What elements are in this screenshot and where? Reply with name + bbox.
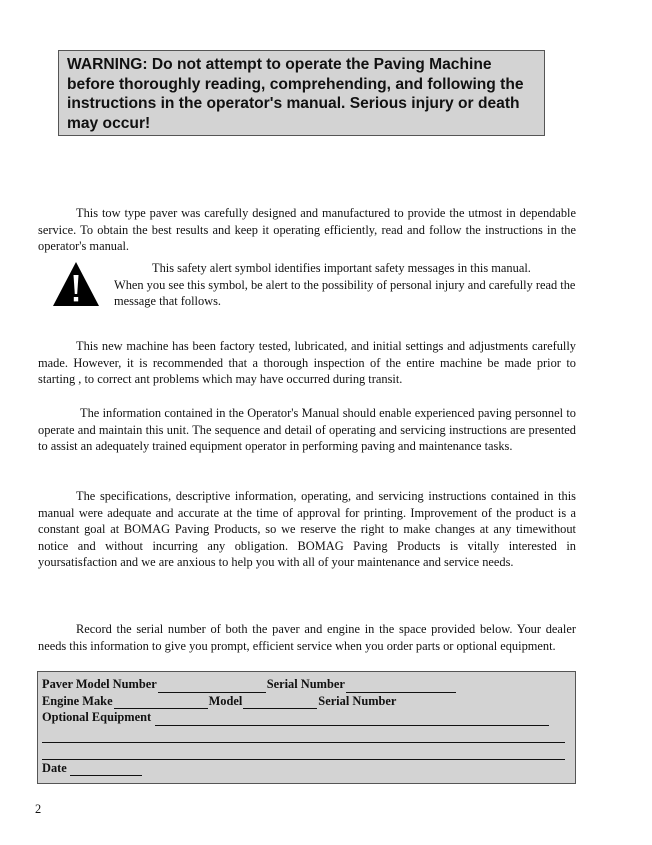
optional-equipment-field[interactable] — [155, 713, 549, 726]
engine-serial-number-label: Serial Number — [318, 693, 397, 708]
engine-line — [42, 693, 571, 710]
warning-triangle-icon — [52, 261, 100, 307]
warning-text: WARNING: Do not attempt to operate the Paving Machine before thoroughly reading, comprehending, and following the instructions in the operator's manual. Serious injury or death may occur! — [67, 56, 524, 132]
engine-model-field[interactable] — [243, 696, 317, 709]
tested-paragraph: This new machine has been factory tested, lubricated, and initial settings and adjustments carefully made. However, it is recommended that a thorough inspection of the entire machine be made prior to starting , to correct ant problems which may have occurred during transit. — [38, 339, 576, 387]
alert-symbol — [52, 261, 100, 307]
serial-record-form — [37, 671, 576, 784]
alert-line-1: This safety alert symbol identifies important safety messages in this manual. — [152, 261, 531, 275]
intro-paragraph: This tow type paver was carefully designed and manufactured to provide the utmost in dependable service. To obtain the best results and keep it operating efficiently, read and follow the instructions in the operator's manual. — [38, 206, 576, 254]
date-field[interactable] — [70, 763, 142, 776]
paver-serial-number-field[interactable] — [346, 680, 456, 693]
optional-equipment-line — [42, 709, 571, 726]
engine-make-label: Engine Make — [42, 693, 113, 708]
alert-line-rest: When you see this symbol, be alert to the possibility of personal injury and carefully read the message that follows. — [114, 277, 576, 308]
serial-number-label: Serial Number — [266, 677, 345, 691]
date-line — [42, 760, 571, 777]
specifications-paragraph: The specifications, descriptive information, operating, and servicing instructions contained in this manual were adequate and accurate at the time of approval for printing. Improvement of the product is a constant goal at BOMAG Paving Products, so we reserve the right to make changes at any timewithout notice and without incurring any obligation. BOMAG Paving Products is vitally interested in yoursatisfaction and we are anxious to help you with all of your maintenance and service needs. — [38, 489, 576, 570]
alert-message — [114, 260, 576, 310]
optional-equipment-line-3[interactable] — [42, 743, 565, 760]
date-label: Date — [42, 760, 67, 775]
paver-line — [42, 676, 571, 693]
paver-model-number-label: Paver Model Number — [42, 677, 157, 691]
optional-equipment-label: Optional Equipment — [42, 710, 152, 725]
model-label: Model — [208, 693, 243, 708]
warning-box — [58, 50, 545, 136]
optional-equipment-line-2[interactable] — [42, 726, 565, 743]
information-paragraph: The information contained in the Operator's Manual should enable experienced paving personnel to operate and maintain this unit. The sequence and detail of operating and servicing instructions are presented to assist an adequately trained equipment operator in performing paving and maintenance tasks. — [38, 406, 576, 454]
engine-make-field[interactable] — [114, 696, 208, 709]
record-paragraph: Record the serial number of both the paver and engine in the space provided below. Your dealer needs this information to give you prompt, efficient service when you order parts or optional equipment. — [38, 622, 576, 653]
paver-model-number-field[interactable] — [158, 680, 266, 693]
page-number: 2 — [35, 802, 42, 816]
